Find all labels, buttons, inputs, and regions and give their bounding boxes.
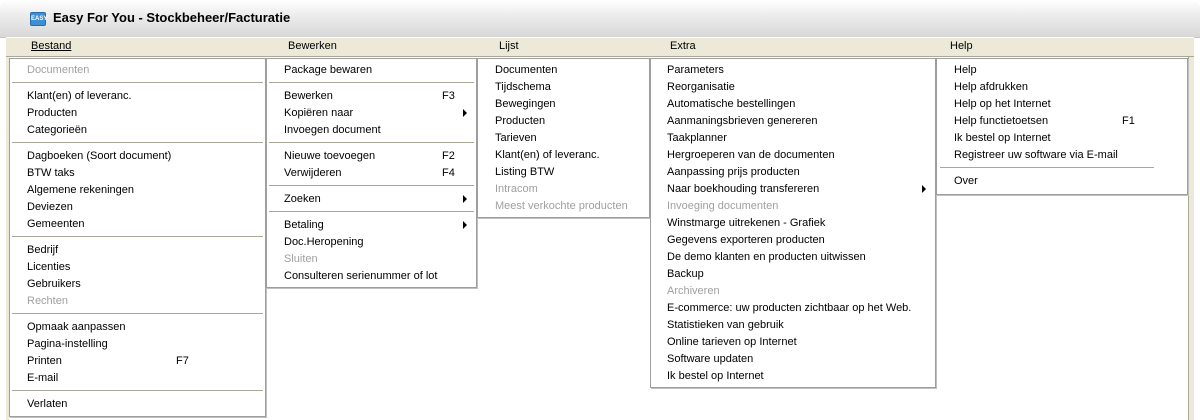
title-bar [0,0,1200,38]
bestand-licenties[interactable]: Licenties [27,261,71,273]
separator [12,390,263,391]
extra-taakplanner[interactable]: Taakplanner [667,132,727,144]
submenu-arrow-icon [463,221,467,229]
window-title: Easy For You - Stockbeheer/Facturatie [53,10,291,25]
bestand-producten[interactable]: Producten [27,107,78,119]
bestand-bedrijf[interactable]: Bedrijf [27,244,59,256]
bestand-categorieen[interactable]: Categorieën [27,124,87,136]
menu-lijst[interactable]: Lijst [499,40,519,52]
separator [269,185,474,186]
extra-ik-bestel[interactable]: Ik bestel op Internet [667,370,764,382]
separator [269,82,474,83]
bestand-pagina-instelling[interactable]: Pagina-instelling [27,338,108,350]
help-functietoetsen-shortcut: F1 [1122,115,1135,127]
extra-demo-wissen[interactable]: De demo klanten en producten uitwissen [667,251,866,263]
bestand-email[interactable]: E-mail [27,372,59,384]
extra-backup[interactable]: Backup [667,268,704,280]
lijst-producten[interactable]: Producten [495,115,546,127]
submenu-arrow-icon [922,185,926,193]
separator [12,82,263,83]
lijst-listing-btw[interactable]: Listing BTW [495,166,555,178]
bestand-opmaak-aanpassen[interactable]: Opmaak aanpassen [27,321,126,333]
bewerken-doc-heropening[interactable]: Doc.Heropening [284,236,364,248]
lijst-bewegingen[interactable]: Bewegingen [495,98,556,110]
extra-automatische-bestellingen[interactable]: Automatische bestellingen [667,98,796,110]
menu-bestand[interactable] [31,40,71,52]
bewerken-invoegen-document[interactable]: Invoegen document [284,124,381,136]
help-functietoetsen[interactable]: Help functietoetsen [954,115,1049,127]
extra-archiveren: Archiveren [667,285,720,297]
bewerken-package-bewaren[interactable]: Package bewaren [284,64,373,76]
bewerken-shortcut: F3 [442,90,455,102]
bewerken-kopieren-naar[interactable]: Kopiëren naar [284,107,354,119]
extra-aanmaningsbrieven[interactable]: Aanmaningsbrieven genereren [667,115,818,127]
separator [12,236,263,237]
bestand-deviezen[interactable]: Deviezen [27,201,73,213]
bestand-rechten: Rechten [27,295,68,307]
bestand-klanten[interactable]: Klant(en) of leveranc. [27,90,132,102]
extra-hergroeperen[interactable]: Hergroeperen van de documenten [667,149,835,161]
bewerken-bewerken[interactable]: Bewerken [284,90,333,102]
app-logo-icon: EASY [30,12,46,26]
bewerken-sluiten: Sluiten [284,253,318,265]
bestand-btw-taks[interactable]: BTW taks [27,167,75,179]
lijst-klanten[interactable]: Klant(en) of leveranc. [495,149,600,161]
help-help[interactable]: Help [954,64,977,76]
lijst-documenten[interactable]: Documenten [495,64,558,76]
lijst-tijdschema[interactable]: Tijdschema [495,81,551,93]
submenu-arrow-icon [463,195,467,203]
extra-invoeging-documenten: Invoeging documenten [667,200,779,212]
menu-bewerken[interactable]: Bewerken [288,40,337,52]
bewerken-verwijderen[interactable]: Verwijderen [284,167,342,179]
lijst-meest-verkochte: Meest verkochte producten [495,200,628,212]
help-internet[interactable]: Help op het Internet [954,98,1051,110]
lijst-intracom: Intracom [495,183,538,195]
bewerken-betaling[interactable]: Betaling [284,219,324,231]
bestand-printen[interactable]: Printen [27,355,62,367]
extra-ecommerce[interactable]: E-commerce: uw producten zichtbaar op het Web. [667,302,912,314]
bestand-algemene-rekeningen[interactable]: Algemene rekeningen [27,184,135,196]
help-ik-bestel[interactable]: Ik bestel op Internet [954,132,1051,144]
menu-extra[interactable]: Extra [670,40,696,52]
bestand-gemeenten[interactable]: Gemeenten [27,218,85,230]
help-registreer[interactable]: Registreer uw software via E-mail [954,149,1118,161]
bewerken-nieuwe-toevoegen[interactable]: Nieuwe toevoegen [284,150,376,162]
extra-software-updaten[interactable]: Software updaten [667,353,754,365]
window-frame-right [1188,57,1194,420]
submenu-arrow-icon [463,109,467,117]
extra-reorganisatie[interactable]: Reorganisatie [667,81,735,93]
bewerken-zoeken[interactable]: Zoeken [284,193,321,205]
extra-statistieken[interactable]: Statistieken van gebruik [667,319,784,331]
separator [940,167,1154,168]
extra-winstmarge[interactable]: Winstmarge uitrekenen - Grafiek [667,217,826,229]
bestand-verlaten[interactable]: Verlaten [27,398,68,410]
extra-naar-boekhouding[interactable]: Naar boekhouding transfereren [667,183,820,195]
lijst-tarieven[interactable]: Tarieven [495,132,537,144]
verwijderen-shortcut: F4 [442,167,455,179]
printen-shortcut: F7 [176,355,189,367]
extra-online-tarieven[interactable]: Online tarieven op Internet [667,336,797,348]
bewerken-consulteren[interactable]: Consulteren serienummer of lot [284,270,438,282]
bestand-gebruikers[interactable]: Gebruikers [27,278,81,290]
separator [269,142,474,143]
bestand-dagboeken[interactable]: Dagboeken (Soort document) [27,150,172,162]
extra-gegevens-exporteren[interactable]: Gegevens exporteren producten [667,234,825,246]
nieuwe-shortcut: F2 [442,150,455,162]
separator [12,142,263,143]
help-afdrukken[interactable]: Help afdrukken [954,81,1028,93]
separator [269,211,474,212]
bestand-documenten: Documenten [27,64,90,76]
menu-help[interactable]: Help [950,40,973,52]
help-over[interactable]: Over [954,175,978,187]
menu-bestand-label: Bestand [31,40,72,52]
menu-bar [6,37,1194,57]
extra-parameters[interactable]: Parameters [667,64,724,76]
separator [12,313,263,314]
extra-aanpassing-prijs[interactable]: Aanpassing prijs producten [667,166,800,178]
